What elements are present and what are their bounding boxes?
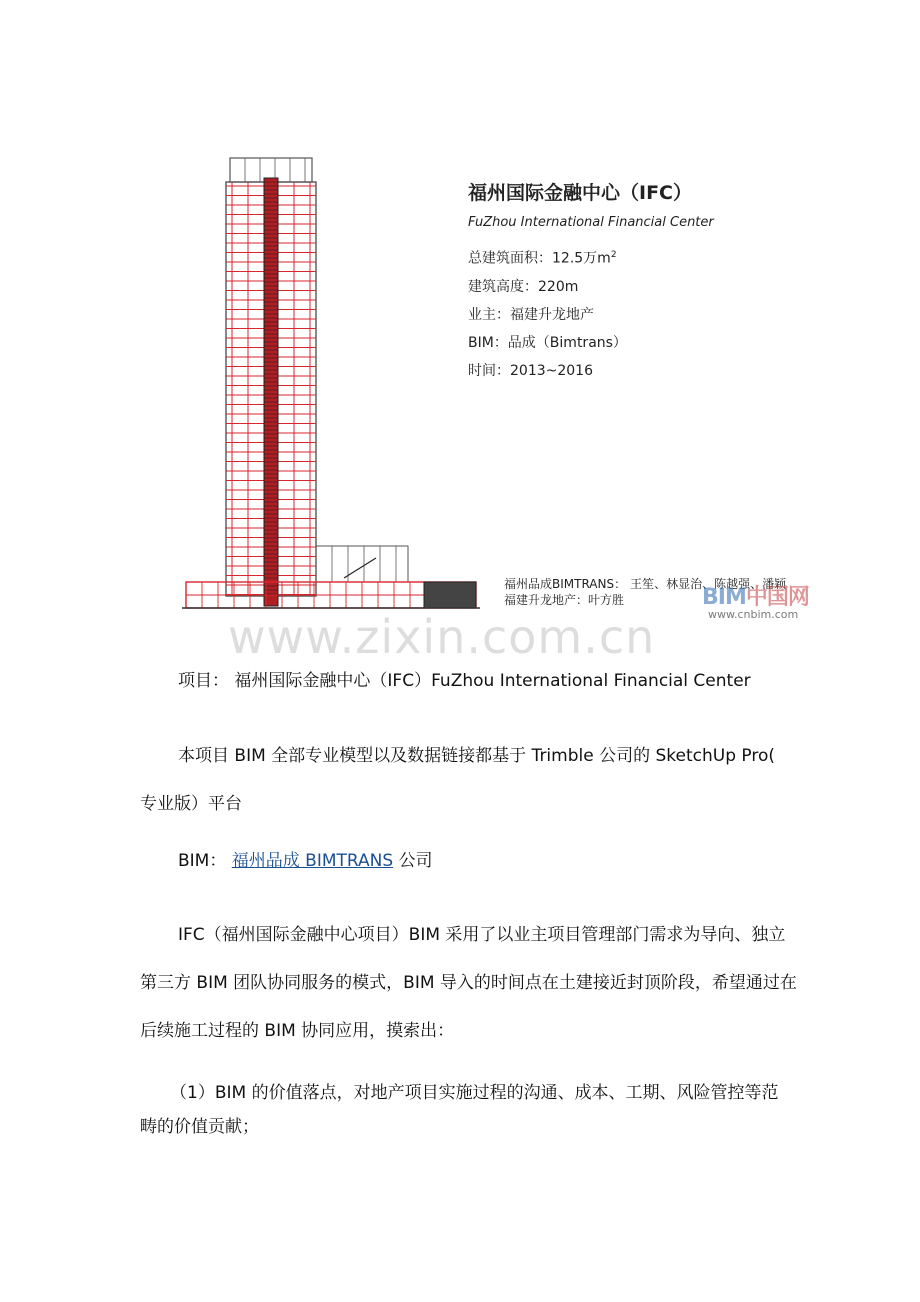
podium-stair [344, 558, 376, 578]
owner-row: 业主：福建升龙地产 [468, 306, 594, 323]
credit-owner: 福建升龙地产：叶方胜 [504, 593, 625, 607]
paragraph-mode: IFC（福州国际金融中心项目）BIM 采用了以业主项目管理部门需求为导向、独立第三方 BIM 团队协同服务的模式，BIM 导入的时间点在土建接近封顶阶段，希望通过在后续施工过程的 BIM 协同应用，摸索出： [140, 925, 797, 1041]
base-dark-block [424, 582, 476, 608]
area-row: 总建筑面积：12.5万$m^2$ [468, 250, 617, 267]
bim-row: BIM：品成（Bimtrans） [468, 334, 627, 351]
watermark: www.zixin.com.cn [228, 610, 656, 664]
paragraph-project: 项目： 福州国际金融中心（IFC）FuZhou International Financial Center [178, 671, 751, 691]
paragraph-item-1: （1）BIM 的价值落点，对地产项目实施过程的沟通、成本、工期、风险管控等范畴的价值贡献； [140, 1083, 779, 1137]
project-info-panel [468, 178, 714, 385]
credit-names: 王笙、林显治、陈越强、潘颖 [630, 577, 787, 591]
time-row: 时间：2013~2016 [468, 362, 593, 379]
bimtrans-link[interactable]: 福州品成 BIMTRANS [231, 851, 394, 871]
building-figure [178, 148, 850, 664]
paragraph-platform: 本项目 BIM 全部专业模型以及数据链接都基于 Trimble 公司的 SketchUp Pro( 专业版）平台 [140, 746, 776, 814]
figure-subtitle: FuZhou International Financial Center [468, 215, 714, 230]
credit-company: 福州品成BIMTRANS： [504, 577, 627, 591]
logo-url: www.cnbim.com [708, 608, 799, 621]
cnbim-logo: BIM中国网 www.cnbim.com [702, 585, 809, 621]
height-row: 建筑高度：220m [468, 278, 579, 295]
podium-frame [316, 546, 408, 582]
paragraph-bim: BIM： 福州品成 BIMTRANS 公司 [178, 851, 433, 871]
figure-title: 福州国际金融中心（IFC） [468, 182, 692, 204]
